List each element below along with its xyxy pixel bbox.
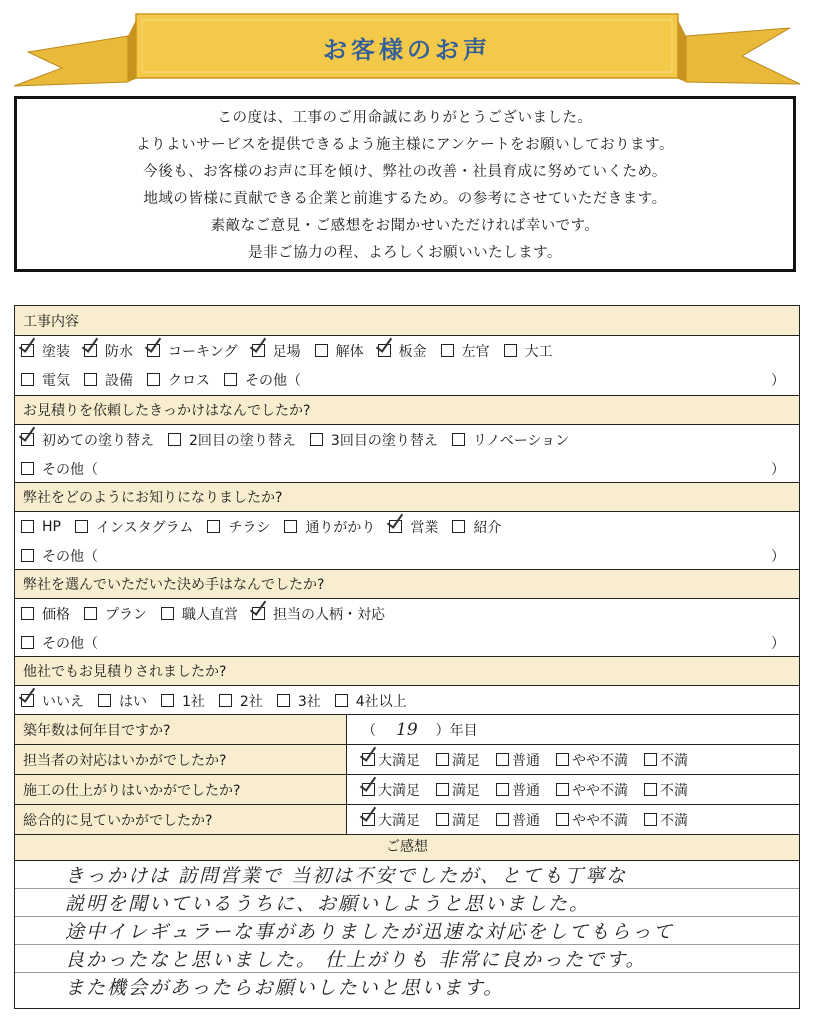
option-label: リノベーション	[472, 432, 570, 449]
checkbox-option[interactable]	[84, 604, 147, 624]
checked-box-icon[interactable]	[84, 344, 97, 357]
checkbox-option[interactable]	[644, 810, 688, 830]
checkbox-icon[interactable]	[21, 607, 34, 620]
checkbox-option[interactable]	[21, 691, 84, 711]
option-label: 大満足	[378, 782, 420, 799]
option-label: 普通	[512, 752, 540, 769]
option-label: 1社	[182, 693, 205, 710]
other-label: その他（	[42, 635, 98, 652]
checkbox-icon[interactable]	[21, 549, 34, 562]
checkbox-icon[interactable]	[644, 753, 657, 766]
other-label: その他（	[42, 548, 98, 565]
survey-form	[14, 305, 800, 1009]
paren-close: ）	[771, 372, 785, 389]
checked-box-icon[interactable]	[362, 813, 375, 826]
intro-line: この度は、工事のご用命誠にありがとうございました。	[217, 110, 593, 126]
checked-box-icon[interactable]	[21, 344, 34, 357]
question-trigger-title: お見積りを依頼したきっかけはなんでしたか?	[15, 396, 799, 425]
option-label: 紹介	[473, 519, 502, 536]
checkbox-option[interactable]	[284, 517, 375, 537]
trigger-options	[15, 425, 799, 483]
checkbox-icon[interactable]	[436, 753, 449, 766]
checked-box-icon[interactable]	[362, 783, 375, 796]
checkbox-icon[interactable]	[168, 433, 181, 446]
checkbox-option[interactable]	[219, 691, 263, 711]
option-label: 4社以上	[355, 693, 407, 710]
intro-line: 地域の皆様に貢献できる企業と前進するため。の参考にさせていただきます。	[143, 191, 667, 207]
question-other-quotes-title: 他社でもお見積りされましたか?	[15, 657, 799, 686]
checkbox-icon[interactable]	[556, 783, 569, 796]
checkbox-option[interactable]	[436, 810, 480, 830]
checkbox-icon[interactable]	[21, 462, 34, 475]
intro-line: 今後も、お客様のお声に耳を傾け、弊社の改善・社員育成に努めていくため。	[143, 164, 667, 180]
checked-box-icon[interactable]	[389, 520, 402, 533]
option-label: インスタグラム	[95, 519, 194, 536]
other-label: その他（	[245, 372, 301, 389]
checked-box-icon[interactable]	[362, 753, 375, 766]
checkbox-icon[interactable]	[644, 813, 657, 826]
option-label: 満足	[452, 782, 480, 799]
option-label: 電気	[42, 372, 70, 389]
checkbox-option[interactable]	[21, 370, 70, 390]
checkbox-option[interactable]	[161, 604, 238, 624]
option-label: 初めての塗り替え	[42, 432, 154, 449]
checkbox-icon[interactable]	[147, 373, 160, 386]
checkbox-option[interactable]	[147, 341, 238, 361]
checkbox-icon[interactable]	[21, 520, 34, 533]
question-decision-title: 弊社を選んでいただいた決め手はなんでしたか?	[15, 570, 799, 599]
option-label: はい	[119, 693, 147, 710]
option-label: 大満足	[378, 752, 420, 769]
checkbox-icon[interactable]	[436, 813, 449, 826]
option-label: 普通	[512, 812, 540, 829]
option-label: 設備	[105, 372, 133, 389]
other-option[interactable]	[224, 370, 799, 390]
option-label: 営業	[410, 519, 439, 536]
checkbox-option[interactable]	[389, 517, 438, 537]
checkbox-option[interactable]	[436, 780, 480, 800]
checkbox-icon[interactable]	[436, 783, 449, 796]
building-age-answer[interactable]	[348, 715, 799, 744]
checkbox-icon[interactable]	[496, 753, 509, 766]
option-label: 3回目の塗り替え	[330, 432, 438, 449]
checkbox-icon[interactable]	[310, 433, 323, 446]
checked-box-icon[interactable]	[378, 344, 391, 357]
checkbox-option[interactable]	[644, 750, 688, 770]
checkbox-option[interactable]	[161, 691, 205, 711]
option-label: 不満	[660, 782, 688, 799]
checkbox-option[interactable]	[84, 370, 133, 390]
intro-message-box	[14, 96, 796, 272]
checkbox-icon[interactable]	[207, 520, 220, 533]
other-label: その他（	[42, 461, 98, 478]
checkbox-icon[interactable]	[556, 813, 569, 826]
checkbox-icon[interactable]	[452, 520, 465, 533]
option-label: 足場	[272, 343, 301, 360]
checkbox-icon[interactable]	[556, 753, 569, 766]
option-label: 価格	[42, 606, 70, 623]
option-label: 通りがかり	[305, 519, 376, 536]
checkbox-option[interactable]	[84, 341, 133, 361]
checkbox-option[interactable]	[556, 780, 628, 800]
paren-open: （	[362, 722, 376, 739]
comment-line: また機会があったらお願いしたいと思います。	[65, 977, 505, 999]
source-options	[15, 512, 799, 570]
option-label: HP	[42, 518, 61, 535]
comment-line: きっかけは 訪問営業で 当初は不安でしたが、とても丁寧な	[15, 861, 799, 889]
option-label: いいえ	[42, 693, 84, 710]
checkbox-icon[interactable]	[219, 694, 232, 707]
paren-close: ）	[771, 461, 785, 478]
decision-options	[15, 599, 799, 657]
checkbox-option[interactable]	[315, 341, 364, 361]
checkbox-option[interactable]	[335, 691, 407, 711]
checkbox-option[interactable]	[496, 780, 540, 800]
option-label: 板金	[398, 343, 427, 360]
checkbox-option[interactable]	[310, 430, 438, 450]
checkbox-option[interactable]	[21, 341, 70, 361]
checkbox-icon[interactable]	[284, 520, 297, 533]
comments-title: ご感想	[15, 835, 799, 861]
option-label: 左官	[461, 343, 490, 360]
other-quotes-options	[15, 686, 799, 715]
comment-line: 途中イレギュラーな事がありましたが迅速な対応をしてもらって	[15, 917, 799, 945]
option-label: 職人直営	[182, 606, 238, 623]
checkbox-option[interactable]	[147, 370, 210, 390]
checkbox-option[interactable]	[21, 604, 70, 624]
option-label: 不満	[660, 752, 688, 769]
checkbox-option[interactable]	[277, 691, 321, 711]
intro-line: 素敵なご意見・ご感想をお聞かせいただければ幸いです。	[210, 218, 600, 234]
option-label: 2回目の塗り替え	[189, 432, 296, 449]
banner	[0, 0, 814, 92]
checkbox-option[interactable]	[362, 780, 420, 800]
other-option[interactable]	[21, 459, 799, 479]
option-label: 防水	[105, 343, 133, 360]
checked-box-icon[interactable]	[21, 694, 34, 707]
checkbox-option[interactable]	[496, 750, 540, 770]
rating-options	[348, 775, 799, 804]
intro-line: よりよいサービスを提供できるよう施主様にアンケートをお願いしております。	[136, 137, 674, 153]
checkbox-icon[interactable]	[504, 344, 517, 357]
checkbox-option[interactable]	[441, 341, 490, 361]
rating-question: 施工の仕上がりはいかがでしたか?	[15, 775, 347, 804]
checkbox-option[interactable]	[362, 750, 420, 770]
checkbox-icon[interactable]	[224, 373, 237, 386]
checkbox-option[interactable]	[207, 517, 270, 537]
building-age-row	[15, 715, 799, 745]
option-label: やや不満	[572, 782, 628, 799]
rating-row	[15, 805, 799, 835]
option-label: 塗装	[42, 343, 70, 360]
checkbox-icon[interactable]	[161, 694, 174, 707]
checkbox-option[interactable]	[252, 341, 301, 361]
checkbox-option[interactable]	[378, 341, 427, 361]
checkbox-option[interactable]	[504, 341, 553, 361]
checkbox-option[interactable]	[556, 750, 628, 770]
rating-row	[15, 775, 799, 805]
rating-question: 総合的に見ていかがでしたか?	[15, 805, 347, 834]
comment-line: 説明を聞いているうちに、お願いしようと思いました。	[15, 889, 799, 917]
option-label: プラン	[105, 606, 147, 623]
other-option[interactable]	[21, 633, 799, 653]
option-label: チラシ	[228, 519, 271, 536]
checkbox-icon[interactable]	[84, 373, 97, 386]
checkbox-option[interactable]	[556, 810, 628, 830]
other-option[interactable]	[21, 546, 799, 566]
work-type-options	[15, 336, 799, 396]
checkbox-option[interactable]	[436, 750, 480, 770]
checkbox-icon[interactable]	[644, 783, 657, 796]
checkbox-icon[interactable]	[75, 520, 88, 533]
option-label: 解体	[335, 343, 364, 360]
checkbox-option[interactable]	[644, 780, 688, 800]
option-label: 不満	[660, 812, 688, 829]
checkbox-icon[interactable]	[441, 344, 454, 357]
checkbox-option[interactable]	[98, 691, 147, 711]
option-label: 満足	[452, 752, 480, 769]
option-label: 普通	[512, 782, 540, 799]
checkbox-icon[interactable]	[161, 607, 174, 620]
question-source-title: 弊社をどのようにお知りになりましたか?	[15, 483, 799, 512]
rating-question: 担当者の対応はいかがでしたか?	[15, 745, 347, 774]
checkbox-option[interactable]	[362, 810, 420, 830]
checkbox-option[interactable]	[452, 430, 569, 450]
option-label: 大工	[524, 343, 553, 360]
checkbox-option[interactable]	[21, 519, 61, 535]
option-label: 3社	[297, 693, 321, 710]
option-label: コーキング	[168, 343, 238, 360]
checkbox-icon[interactable]	[452, 433, 465, 446]
intro-line: 是非ご協力の程、よろしくお願いいたします。	[248, 245, 562, 261]
comment-line: 良かったなと思いました。 仕上がりも 非常に良かったです。	[15, 945, 799, 973]
question-work-type-title: 工事内容	[15, 306, 799, 336]
checkbox-option[interactable]	[496, 810, 540, 830]
option-label: やや不満	[572, 812, 628, 829]
checkbox-icon[interactable]	[21, 636, 34, 649]
rating-row	[15, 745, 799, 775]
banner-title: お客様のお声	[323, 36, 491, 64]
checked-box-icon[interactable]	[21, 433, 34, 446]
checked-box-icon[interactable]	[252, 607, 265, 620]
checkbox-option[interactable]	[75, 517, 193, 537]
building-age-question: 築年数は何年目ですか?	[15, 715, 347, 744]
checkbox-option[interactable]	[452, 517, 501, 537]
option-label: 担当の人柄・対応	[273, 606, 385, 623]
comments-area[interactable]	[15, 861, 799, 1001]
checkbox-icon[interactable]	[21, 373, 34, 386]
checkbox-icon[interactable]	[84, 607, 97, 620]
checkbox-icon[interactable]	[496, 813, 509, 826]
option-label: 満足	[452, 812, 480, 829]
checked-box-icon[interactable]	[252, 344, 265, 357]
option-label: 大満足	[378, 812, 420, 829]
checkbox-option[interactable]	[21, 430, 154, 450]
checkbox-icon[interactable]	[315, 344, 328, 357]
checkbox-icon[interactable]	[496, 783, 509, 796]
checkbox-icon[interactable]	[277, 694, 290, 707]
building-age-unit: ）年目	[435, 722, 478, 739]
checkbox-icon[interactable]	[335, 694, 348, 707]
checkbox-option[interactable]	[252, 604, 385, 624]
paren-close: ）	[771, 548, 785, 565]
paren-close: ）	[771, 635, 785, 652]
checked-box-icon[interactable]	[147, 344, 160, 357]
checkbox-icon[interactable]	[98, 694, 111, 707]
rating-options	[348, 805, 799, 834]
building-age-value: 19	[396, 719, 418, 740]
option-label: やや不満	[572, 752, 628, 769]
rating-options	[348, 745, 799, 774]
option-label: クロス	[168, 372, 210, 389]
checkbox-option[interactable]	[168, 430, 296, 450]
option-label: 2社	[239, 693, 263, 710]
